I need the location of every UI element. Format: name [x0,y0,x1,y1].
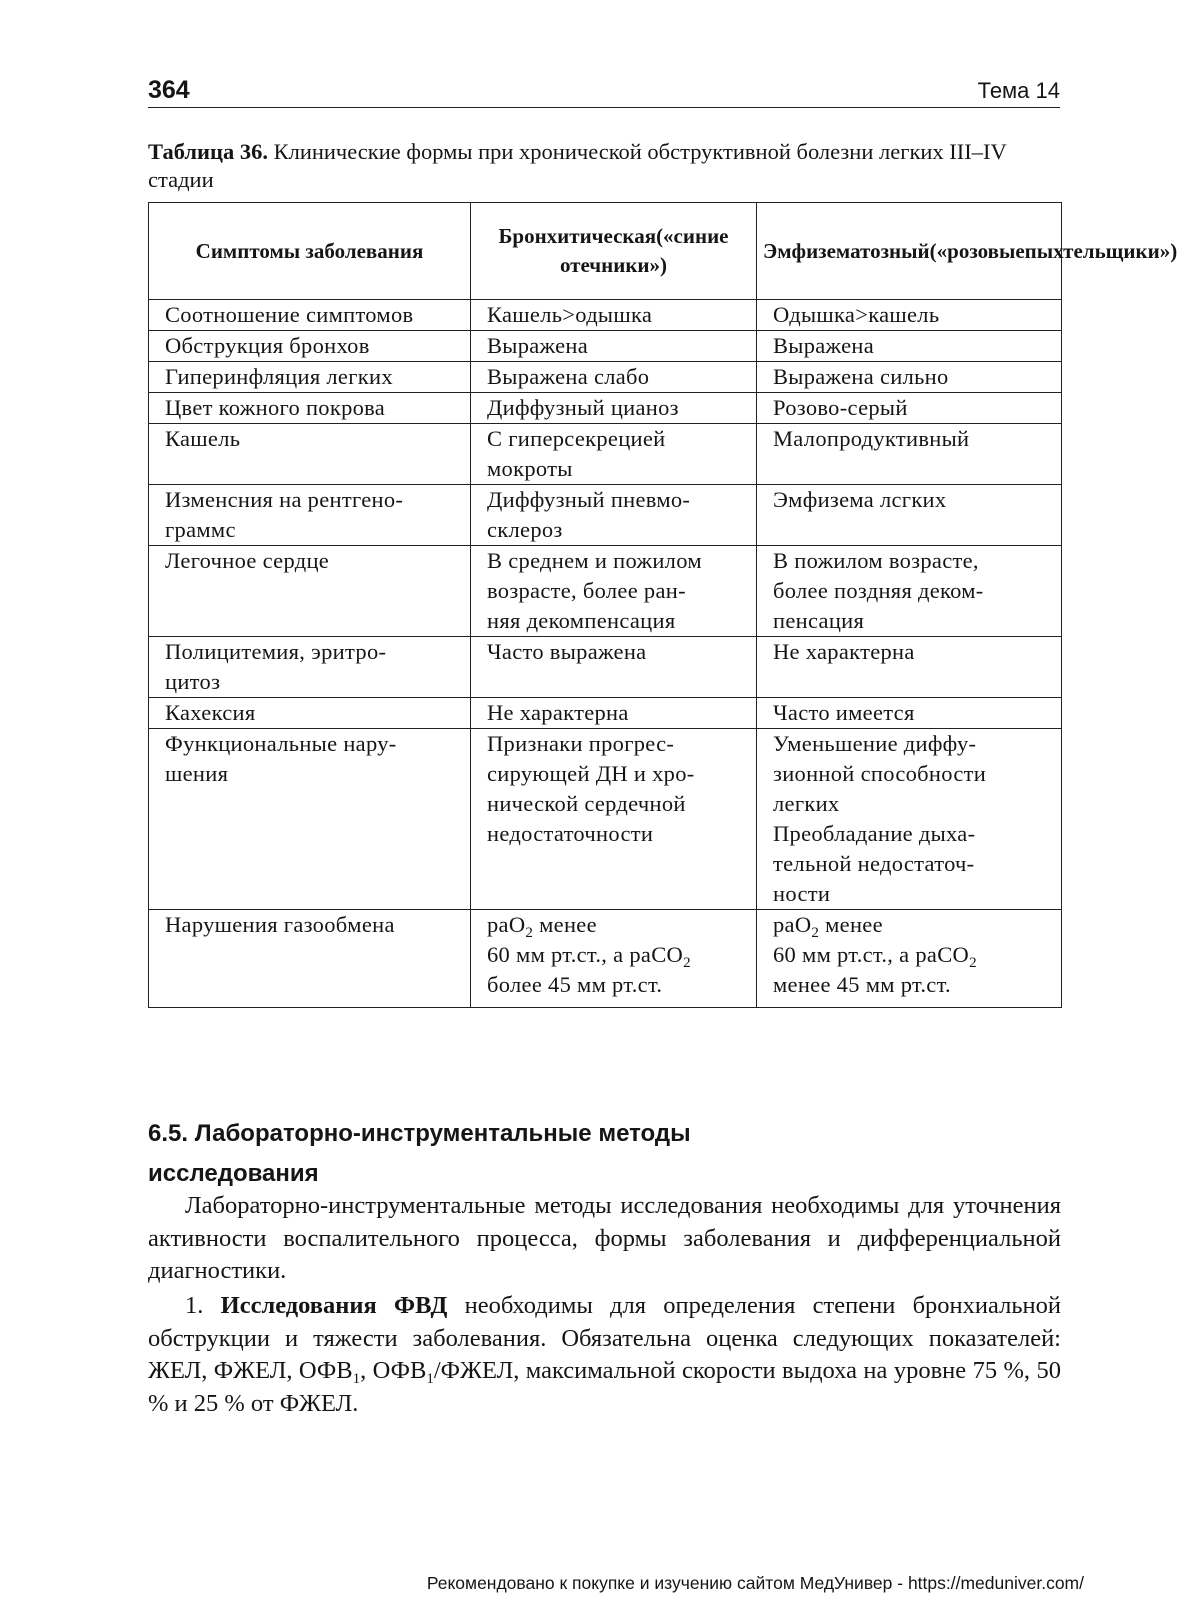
cell-line: Функциональные нару- [165,731,397,756]
cell-line: Признаки прогрес- [487,731,675,756]
table-cell [149,424,471,485]
subscript: 2 [811,925,820,941]
cell-text: раО [773,912,812,937]
header-cell-line: пыхтельщики») [1024,238,1177,263]
cell-line: С гиперсекрецией [487,426,666,451]
table-row [149,546,1062,637]
cell-line: пенсация [773,608,865,633]
cell-text: менее [533,912,597,937]
table-cell [757,424,1062,485]
cell-line: Эмфизема лсгких [773,487,947,512]
table-cell [471,637,757,698]
header-rule [148,107,1060,108]
page-header [148,74,1060,114]
table-cell [149,698,471,729]
table-cell [471,729,757,910]
table-row [149,331,1062,362]
table-cell [471,546,757,637]
cell-line: Гиперинфляция легких [165,364,393,389]
subscript: 2 [969,955,977,971]
header-cell-line: («розовые [929,238,1025,263]
table-cell [149,637,471,698]
cell-line: Розово-серый [773,395,908,420]
cell-line [487,940,744,970]
cell-line: Легочное сердце [165,548,330,573]
cell-line: Кашель>одышка [487,302,653,327]
cell-line: Выражена слабо [487,364,650,389]
table-cell [149,546,471,637]
cell-line [773,970,1049,1000]
cell-text: более 45 мм рт.ст. [487,972,663,997]
header-cell [757,203,1177,300]
table-row [149,424,1062,485]
table-row [149,485,1062,546]
cell-line [487,910,744,940]
paragraph-lead: Исследования ФВД [220,1292,448,1319]
cell-line: Часто имеется [773,700,915,725]
cell-line: В пожилом возрасте, [773,548,979,573]
table-row [149,362,1062,393]
table-cell [149,485,471,546]
table-cell [757,331,1062,362]
section-heading [148,1114,1060,1194]
table-header-row [149,203,1062,300]
table-row [149,393,1062,424]
cell-line: Соотношение симптомов [165,302,414,327]
page-number: 364 [148,76,190,104]
cell-line: шения [165,761,229,786]
cell-line: нической сердечной [487,791,686,816]
table-cell [757,729,1062,910]
list-number: 1. [185,1292,204,1319]
subscript: 2 [525,925,534,941]
cell-line: Уменьшение диффу- [773,731,977,756]
cell-line: Цвет кожного покрова [165,395,386,420]
cell-line: склероз [487,517,563,542]
header-cell [471,203,757,300]
table-cell [149,331,471,362]
caption-text: Клинические формы при хронической обструктивной болезни легких III–IV стадии [148,139,1007,192]
cell-line: Не характерна [773,639,915,664]
cell-line: цитоз [165,669,221,694]
cell-text: 60 мм рт.ст., а раСО [773,942,970,967]
cell-line: ности [773,881,831,906]
cell-line: Изменсния на рентгено- [165,487,404,512]
table-cell [471,698,757,729]
table-header [149,203,1177,300]
table-cell [471,393,757,424]
table-cell [149,729,471,910]
paragraph-2 [148,1290,1061,1420]
section-title-line-1: 6.5. Лабораторно-инструментальные методы [148,1120,691,1147]
cell-line: мокроты [487,456,573,481]
header-cell-line: Симптомы заболевания [195,238,424,263]
cell-line: Выражена сильно [773,364,949,389]
cell-text: менее 45 мм рт.ст. [773,972,951,997]
cell-line: тельной недостаточ- [773,851,975,876]
header-cell-line: Бронхитическая [498,224,657,248]
cell-line: легких [773,791,840,816]
table-row [149,698,1062,729]
table-cell [471,300,757,331]
cell-text: 60 мм рт.ст., а раСО [487,942,684,967]
table-cell [471,910,757,1008]
table-cell [757,546,1062,637]
table-cell [757,485,1062,546]
cell-line: Кашель [165,426,241,451]
table-body [149,300,1062,1008]
table-cell [471,424,757,485]
paragraph-text-a: необходимы для определения степени бронхиальной обструкции и тяжести заболевания. Обязательна оценка следующих показателей: ЖЕЛ, ФЖЕЛ, ОФВ [148,1292,1061,1384]
table-row [149,637,1062,698]
cell-text: раО [487,912,526,937]
cell-line: Нарушения газообмена [165,912,395,937]
cell-line: недостаточности [487,821,654,846]
cell-line: Преобладание дыха- [773,821,976,846]
cell-line [773,910,1049,940]
header-cell-line: («синие отечники») [559,224,729,277]
subscript: 2 [683,955,691,971]
table-cell [149,362,471,393]
clinical-forms-table [148,202,1177,1008]
cell-line: Обструкция бронхов [165,333,370,358]
table-row [149,729,1062,910]
cell-line: Выражена [487,333,589,358]
cell-line: Диффузный цианоз [487,395,679,420]
table-cell [757,698,1062,729]
header-cell [149,203,471,300]
table-cell [757,637,1062,698]
table-cell [757,362,1062,393]
cell-line: граммс [165,517,236,542]
table-row [149,910,1062,1008]
footer-note: Рекомендовано к покупке и изучению сайтом МедУнивер - https://meduniver.com/ [426,1573,1084,1593]
cell-line [487,970,744,1000]
table-cell [149,300,471,331]
cell-text: менее [819,912,883,937]
cell-line: Одышка>кашель [773,302,940,327]
cell-line: возрасте, более ран- [487,578,686,603]
cell-line: сирующей ДН и хро- [487,761,695,786]
table-cell [757,393,1062,424]
cell-line: более поздняя деком- [773,578,984,603]
cell-line: зионной способности [773,761,987,786]
table-cell [471,331,757,362]
table-row [149,300,1062,331]
table-cell [757,910,1062,1008]
table-cell [149,910,471,1008]
paragraph-1: Лабораторно-инструментальные методы исследования необходимы для уточнения активности воспалительного процесса, формы заболевания и дифференциальной диагностики. [148,1192,1061,1284]
table-caption [148,138,1060,194]
table-cell [471,362,757,393]
running-head: Тема 14 [977,78,1060,103]
table-cell [757,300,1062,331]
table-cell [149,393,471,424]
subscript-2: 1 [426,1371,434,1387]
cell-line: Полицитемия, эритро- [165,639,387,664]
cell-line [773,940,1049,970]
caption-label: Таблица 36. [148,139,268,164]
cell-line: Кахексия [165,700,256,725]
table-cell [471,485,757,546]
header-cell-line: Эмфизематозный [763,238,930,263]
cell-line: Выражена [773,333,875,358]
subscript-1: 1 [352,1371,361,1387]
cell-line: Часто выражена [487,639,647,664]
cell-line: Малопродуктивный [773,426,970,451]
cell-line: няя декомпенсация [487,608,676,633]
paragraph-text-c: /ФЖЕЛ, максимальной скорости выдоха на уровне 75 %, 50 % и 25 % от ФЖЕЛ. [148,1357,1061,1417]
cell-line: Диффузный пневмо- [487,487,691,512]
cell-line: В среднем и пожилом [487,548,702,573]
paragraph-text-b: , ОФВ [360,1357,427,1384]
section-title-line-2: исследования [148,1160,319,1187]
cell-line: Не характерна [487,700,629,725]
